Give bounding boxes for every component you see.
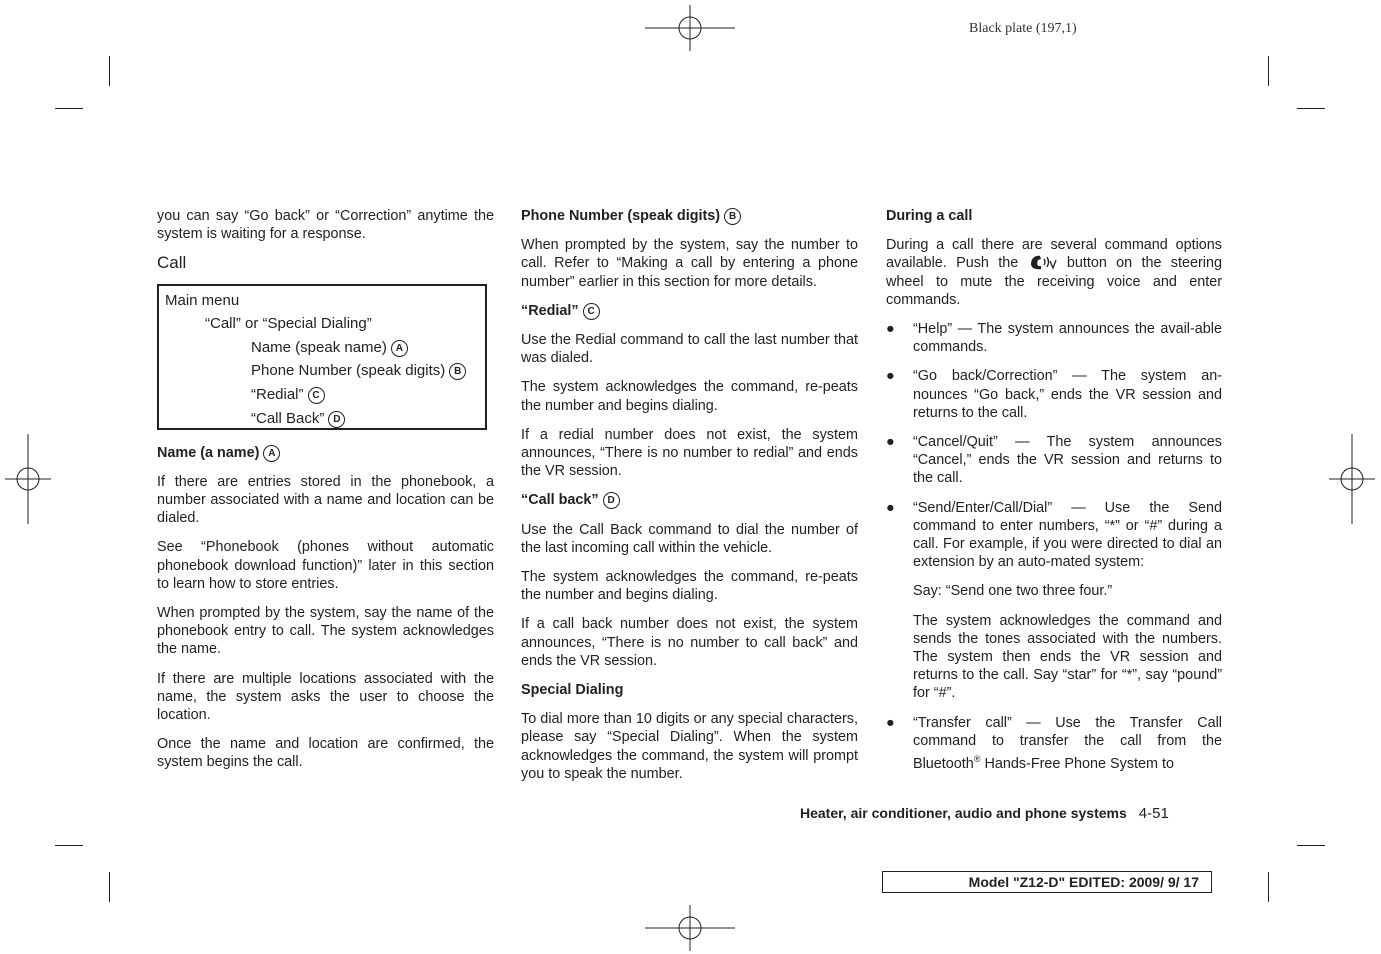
list-item: ● “Send/Enter/Call/Dial” — Use the Send command to enter numbers, “*” or “#” during a call. For example, if you were directed to dial an extension by an auto-mated system: Say: “Send one two three four.” The system acknowledges the command and sends the tones associated with the numbers. The system then ends the VR session and returns to the call. Say “star” for “*”, say “pound” for “#”. — [886, 499, 1222, 702]
special-dialing-heading: Special Dialing — [521, 682, 624, 699]
badge-a-icon: A — [391, 340, 408, 357]
list-item: ● “Transfer call” — Use the Transfer Call command to transfer the call from the Bluetooth® Hands-Free Phone System to — [886, 714, 1222, 772]
menu-item: “Redial” C — [165, 383, 479, 407]
paragraph: The system acknowledges the command, re-peats the number and begins dialing. — [521, 379, 858, 414]
badge-d-icon: D — [328, 411, 345, 428]
badge-b-icon: B — [449, 363, 466, 380]
main-menu-diagram — [157, 284, 487, 430]
registration-mark-top-icon — [645, 5, 735, 51]
list-item: ● “Go back/Correction” — The system an-nounces “Go back,” ends the VR session and returns to the call. — [886, 368, 1222, 421]
badge-b-icon: B — [724, 208, 741, 225]
badge-c-icon: C — [308, 387, 325, 404]
paragraph: If a redial number does not exist, the system announces, “There is no number to redial” and ends the VR session. — [521, 426, 858, 480]
paragraph: If there are multiple locations associated with the name, the system asks the user to choose the location. — [157, 670, 494, 724]
registration-mark-bottom-icon — [645, 905, 735, 951]
section-title: Heater, air conditioner, audio and phone systems — [800, 805, 1127, 821]
paragraph: To dial more than 10 digits or any special characters, please say “Special Dialing”. When the system acknowledges the command, the system will prompt you to speak the number. — [521, 711, 858, 782]
paragraph: The system acknowledges the command and sends the tones associated with the numbers. The system then ends the VR session and returns to the call. Say “star” for “*”, say “pound” for “#”. — [913, 612, 1222, 702]
command-list — [886, 320, 1222, 773]
phone-number-heading: Phone Number (speak digits) B — [521, 207, 858, 225]
menu-level1: “Call” or “Special Dialing” — [205, 315, 372, 333]
paragraph: Once the name and location are confirmed, the system begins the call. — [157, 736, 494, 771]
registration-mark-right-icon — [1329, 434, 1375, 524]
menu-item: Name (speak name) A — [165, 336, 479, 360]
model-edited-label: Model "Z12-D" EDITED: 2009/ 9/ 17 — [882, 871, 1212, 893]
column-left — [157, 207, 494, 783]
intro-paragraph: you can say “Go back” or “Correction” anytime the system is waiting for a response. — [157, 208, 494, 243]
badge-a-icon: A — [263, 445, 280, 462]
badge-d-icon: D — [603, 492, 620, 509]
paragraph: Use the Redial command to call the last number that was dialed. — [521, 332, 858, 367]
page-number: 4-51 — [1138, 805, 1169, 822]
phone-voice-icon — [1028, 254, 1058, 270]
menu-item: “Call Back” D — [165, 407, 479, 431]
paragraph: When prompted by the system, say the name of the phonebook entry to call. The system acknowledges the name. — [157, 605, 494, 658]
column-right — [886, 207, 1222, 784]
paragraph: Use the Call Back command to dial the number of the last incoming call within the vehicle. — [521, 521, 858, 556]
badge-c-icon: C — [583, 303, 600, 320]
call-heading: Call — [157, 253, 187, 273]
paragraph: When prompted by the system, say the number to call. Refer to “Making a call by entering a phone number” earlier in this section for more details. — [521, 237, 858, 290]
menu-item: Phone Number (speak digits) B — [165, 359, 479, 383]
call-back-heading: “Call back” D — [521, 491, 858, 509]
paragraph: If a call back number does not exist, the system announces, “There is no number to call back” and ends the VR session. — [521, 616, 858, 669]
page-footer — [800, 805, 1169, 822]
column-middle — [521, 207, 858, 794]
paragraph: The system acknowledges the command, re-peats the number and begins dialing. — [521, 569, 858, 604]
plate-label: Black plate (197,1) — [969, 21, 1077, 36]
paragraph: See “Phonebook (phones without automatic phonebook download function)” later in this section to learn how to store entries. — [157, 539, 494, 592]
name-heading: Name (a name) A — [157, 444, 494, 462]
menu-title: Main menu — [165, 291, 240, 309]
during-call-heading: During a call — [886, 208, 973, 224]
list-item: ● “Cancel/Quit” — The system announces “Cancel,” ends the VR session and returns to the call. — [886, 434, 1222, 487]
paragraph: During a call there are several command options available. Push the button on the steering wheel to mute the receiving voice and enter commands. — [886, 237, 1223, 308]
say-line: Say: “Send one two three four.” — [913, 583, 1113, 600]
list-item: ● “Help” — The system announces the avail-able commands. — [886, 321, 1222, 356]
redial-heading: “Redial” C — [521, 302, 858, 320]
paragraph: If there are entries stored in the phonebook, a number associated with a name and location can be dialed. — [157, 473, 494, 527]
registration-mark-left-icon — [5, 434, 51, 524]
